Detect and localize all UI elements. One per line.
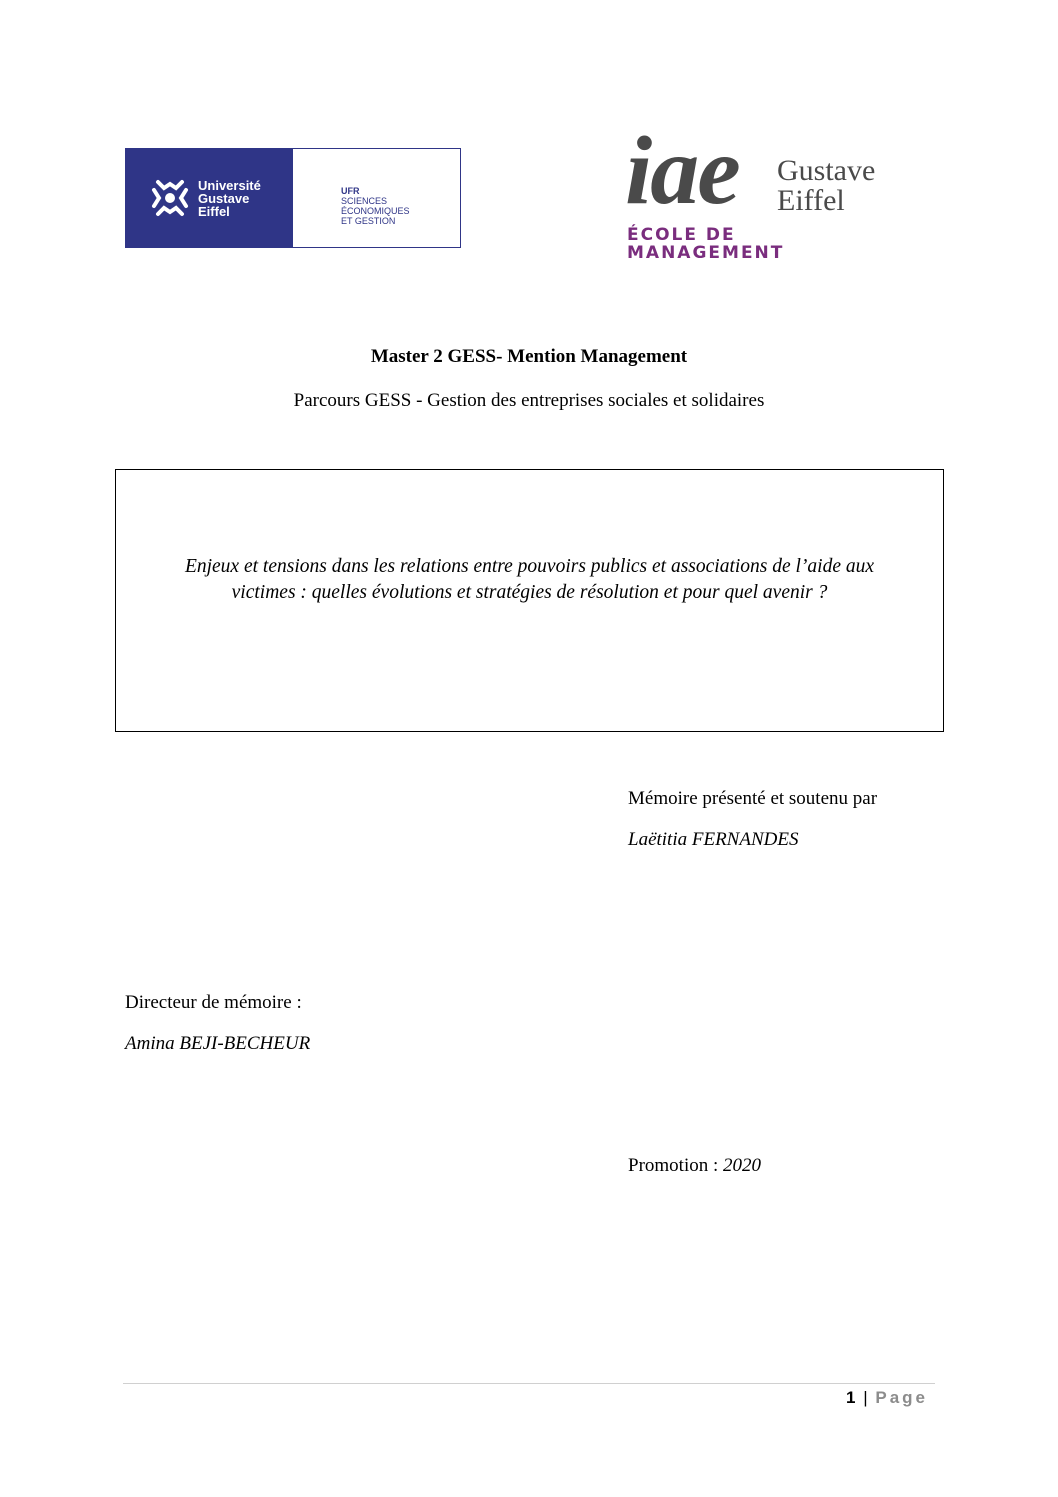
- promotion-label: Promotion :: [628, 1155, 724, 1176]
- promotion: [628, 1155, 761, 1177]
- thesis-title-line: victimes : quelles évolutions et stratégies de résolution et pour quel avenir ?: [231, 582, 828, 603]
- ufr-label: [293, 149, 460, 247]
- university-logo: [125, 148, 461, 248]
- thesis-title-line: Enjeux et tensions dans les relations entre pouvoirs publics et associations de l’aide aux: [184, 556, 875, 577]
- page-label: Page: [875, 1388, 928, 1407]
- thesis-title: [116, 554, 943, 606]
- thesis-title-box: [115, 469, 944, 732]
- university-name-line: Gustave: [198, 190, 250, 206]
- university-emblem-icon: [150, 176, 190, 220]
- author-name: Laëtitia FERNANDES: [628, 829, 799, 850]
- university-name-line: Eiffel: [198, 203, 230, 219]
- director-label: Directeur de mémoire :: [125, 992, 302, 1013]
- author-label: Mémoire présenté et soutenu par: [628, 788, 878, 809]
- university-name: [198, 179, 261, 218]
- iae-gustave: Gustave: [777, 154, 876, 187]
- iae-logo: [625, 117, 885, 263]
- iae-eiffel: Eiffel: [777, 184, 845, 217]
- university-logo-block: [126, 149, 293, 247]
- page-number: 1: [846, 1388, 856, 1407]
- page-footer: [846, 1388, 928, 1408]
- ufr-line: SCIENCES: [341, 196, 388, 206]
- ufr-line: ÉCONOMIQUES: [341, 206, 410, 216]
- footer-divider: [123, 1383, 935, 1384]
- footer-separator: |: [863, 1388, 868, 1407]
- university-name-line: Université: [198, 177, 261, 193]
- parcours-title: Parcours GESS - Gestion des entreprises sociales et solidaires: [293, 390, 765, 411]
- promotion-year: 2020: [723, 1155, 762, 1176]
- degree-title: Master 2 GESS- Mention Management: [370, 346, 688, 367]
- director-name: Amina BEJI-BECHEUR: [125, 1033, 311, 1054]
- ufr-line: UFR: [341, 186, 360, 196]
- iae-wordmark: iae: [625, 117, 739, 225]
- iae-ecole: ÉCOLE DE MANAGEMENT: [627, 225, 785, 263]
- ufr-line: ET GESTION: [341, 216, 396, 226]
